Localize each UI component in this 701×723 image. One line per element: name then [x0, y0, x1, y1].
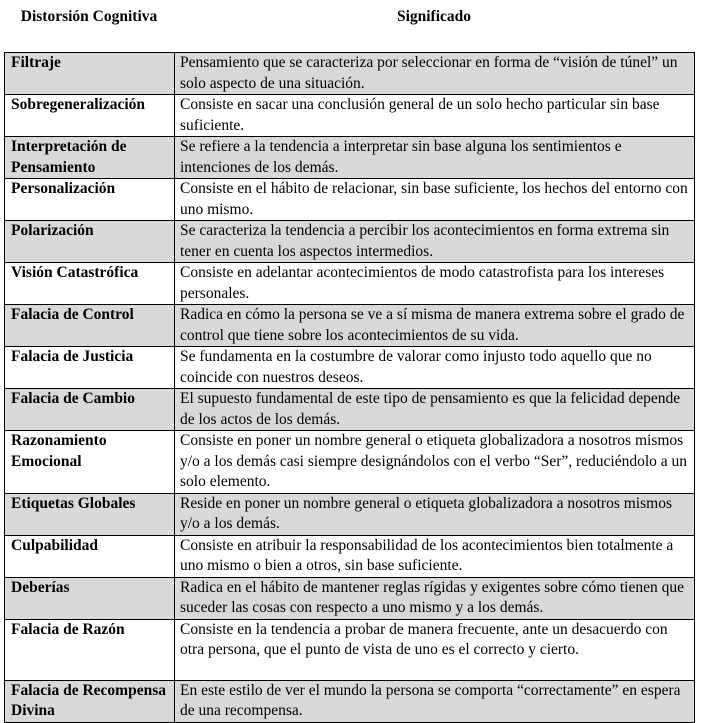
header-meaning: Significado [396, 8, 472, 25]
table-body [4, 52, 695, 723]
distortion-term: Falacia de Justicia [5, 347, 175, 389]
table-row [5, 137, 695, 179]
distortion-term: Falacia de Recompensa Divina [5, 680, 175, 722]
distortion-meaning: Reside en poner un nombre general o etiqueta globalizadora a nosotros mismos y/o a los demás. [175, 493, 695, 535]
table-header [4, 6, 694, 52]
table-row [5, 179, 695, 221]
table-row [5, 389, 695, 431]
table-row [5, 493, 695, 535]
distortion-term: Culpabilidad [5, 535, 175, 577]
distortion-term: Falacia de Control [5, 305, 175, 347]
distortion-term: Falacia de Cambio [5, 389, 175, 431]
distortion-meaning: El supuesto fundamental de este tipo de pensamiento es que la felicidad depende de los actos de los demás. [175, 389, 695, 431]
table-row [5, 221, 695, 263]
distortion-meaning: Pensamiento que se caracteriza por seleccionar en forma de “visión de túnel” un solo aspecto de una situación. [175, 53, 695, 95]
table-row [5, 95, 695, 137]
distortion-meaning: Consiste en el hábito de relacionar, sin base suficiente, los hechos del entorno con uno mismo. [175, 179, 695, 221]
distortion-term: Falacia de Razón [5, 619, 175, 680]
table-row [5, 53, 695, 95]
header-distortion: Distorsión Cognitiva [20, 8, 158, 25]
distortion-term: Etiquetas Globales [5, 493, 175, 535]
distortion-meaning: Consiste en la tendencia a probar de manera frecuente, ante un desacuerdo con otra persona, que el punto de vista de uno es el correcto y cierto. [175, 619, 695, 680]
distortion-meaning: Consiste en adelantar acontecimientos de modo catastrofista para los intereses personales. [175, 263, 695, 305]
distortion-term: Filtraje [5, 53, 175, 95]
distortion-term: Polarización [5, 221, 175, 263]
distortion-term: Interpretación de Pensamiento [5, 137, 175, 179]
distortion-term: Sobregeneralización [5, 95, 175, 137]
distortion-meaning: Consiste en sacar una conclusión general de un solo hecho particular sin base suficiente. [175, 95, 695, 137]
distortion-meaning: En este estilo de ver el mundo la persona se comporta “correctamente” en espera de una recompensa. [175, 680, 695, 722]
table-row [5, 577, 695, 619]
distortion-meaning: Consiste en poner un nombre general o etiqueta globalizadora a nosotros mismos y/o a los demás casi siempre designándolos con el verbo “Ser”, reduciéndolo a un solo elemento. [175, 431, 695, 494]
distortion-meaning: Consiste en atribuir la responsabilidad de los acontecimientos bien totalmente a uno mismo o bien a otros, sin base suficiente. [175, 535, 695, 577]
table-row [5, 680, 695, 722]
distortion-meaning: Radica en cómo la persona se ve a sí misma de manera extrema sobre el grado de control que tiene sobre los acontecimientos de su vida. [175, 305, 695, 347]
distortion-term: Visión Catastrófica [5, 263, 175, 305]
distortion-term: Deberías [5, 577, 175, 619]
distortion-meaning: Radica en el hábito de mantener reglas rígidas y exigentes sobre cómo tienen que suceder las cosas con respecto a uno mismo y a los demás. [175, 577, 695, 619]
table-row [5, 305, 695, 347]
distortion-term: Personalización [5, 179, 175, 221]
table-row [5, 535, 695, 577]
table-row [5, 619, 695, 680]
distortions-table [4, 6, 694, 723]
table-row [5, 347, 695, 389]
table-row [5, 431, 695, 494]
distortion-term: Razonamiento Emocional [5, 431, 175, 494]
distortion-meaning: Se fundamenta en la costumbre de valorar como injusto todo aquello que no coincide con nuestros deseos. [175, 347, 695, 389]
distortion-meaning: Se caracteriza la tendencia a percibir los acontecimientos en forma extrema sin tener en cuenta los aspectos intermedios. [175, 221, 695, 263]
table-row [5, 263, 695, 305]
distortion-meaning: Se refiere a la tendencia a interpretar sin base alguna los sentimientos e intenciones de los demás. [175, 137, 695, 179]
